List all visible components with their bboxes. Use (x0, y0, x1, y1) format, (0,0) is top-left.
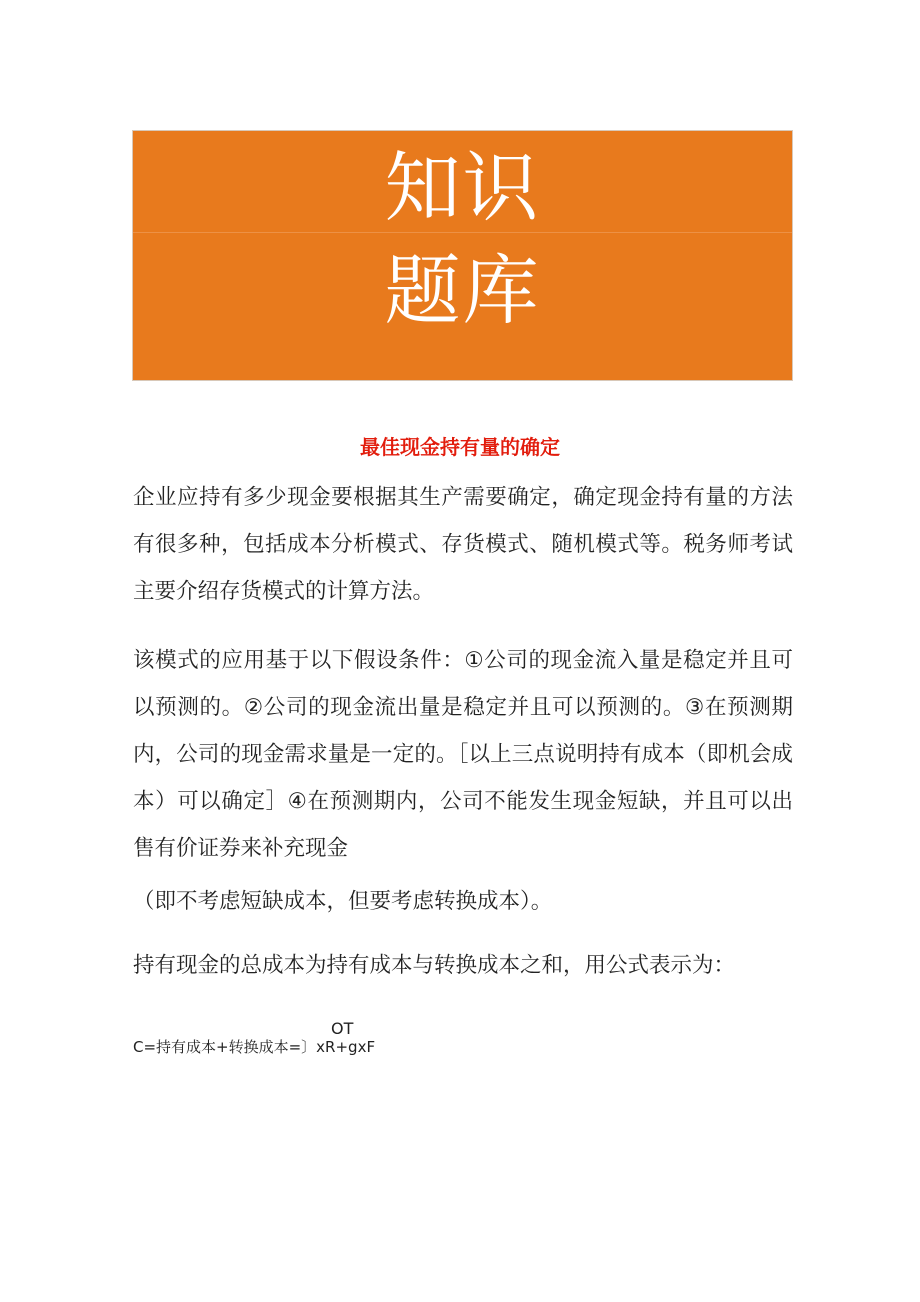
paragraph-note: （即不考虑短缺成本，但要考虑转换成本）。 (133, 889, 553, 914)
title-banner (132, 130, 793, 381)
article-title: 最佳现金持有量的确定 (360, 435, 560, 459)
banner-line-1: 知识 (384, 143, 541, 232)
formula: C=持有成本+转换成本=〕xR+gxF (133, 1038, 376, 1056)
banner-line-2: 题库 (384, 246, 541, 335)
paragraph-assumptions: 该模式的应用基于以下假设条件：①公司的现金流入量是稳定并且可以预测的。②公司的现金流出量是稳定并且可以预测的。③在预测期内，公司的现金需求量是一定的。［以上三点说明持有成本（即机会成本）可以确定］④在预测期内，公司不能发生现金短缺，并且可以出售有价证券来补充现金 (133, 648, 793, 861)
formula-superscript: OT (331, 1019, 354, 1038)
paragraph-intro: 企业应持有多少现金要根据其生产需要确定，确定现金持有量的方法有很多种，包括成本分析模式、存货模式、随机模式等。税务师考试主要介绍存货模式的计算方法。 (133, 485, 793, 604)
paragraph-formula-intro: 持有现金的总成本为持有成本与转换成本之和，用公式表示为： (133, 953, 736, 978)
